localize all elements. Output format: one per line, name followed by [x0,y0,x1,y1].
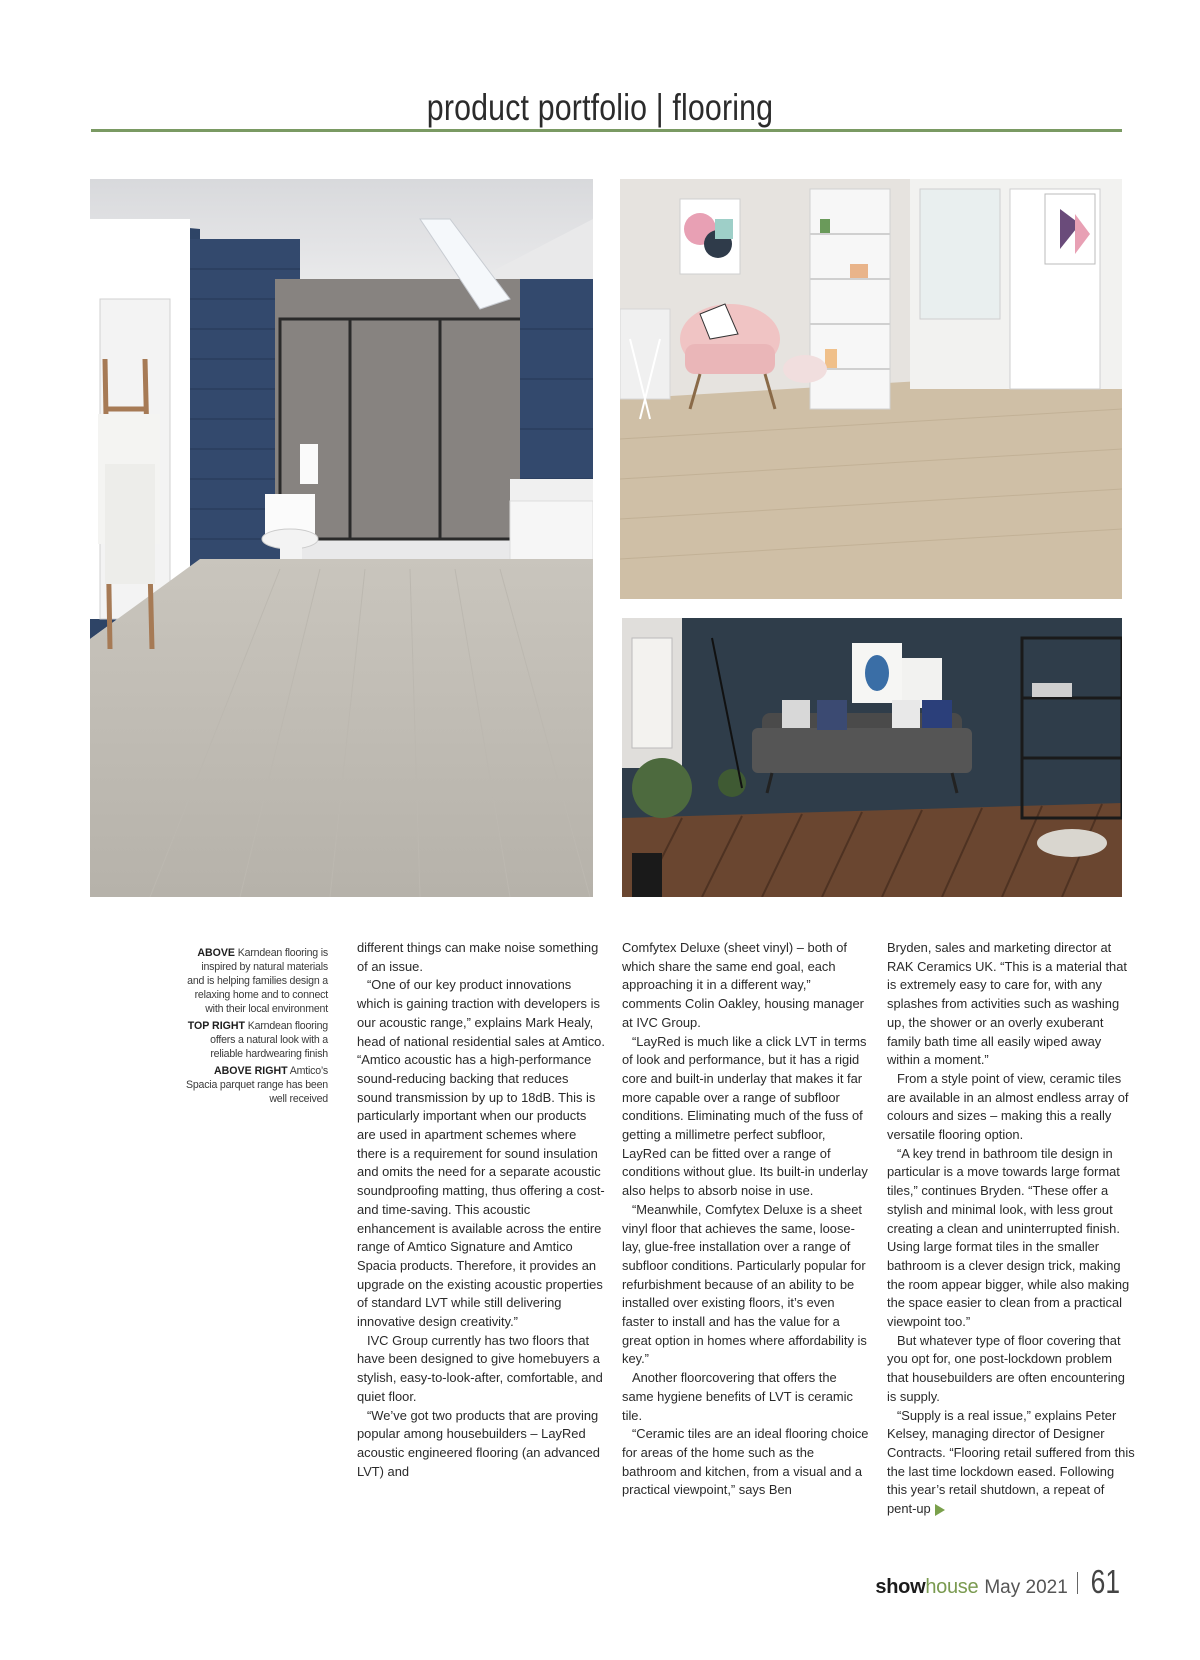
paragraph: But whatever type of floor covering that you opt for, one post-lockdown problem that housebuilders are often encountering is supply. [887,1332,1125,1404]
footer-separator [1077,1572,1079,1594]
paragraph: Comfytex Deluxe (sheet vinyl) – both of which share the same end goal, each approaching it in a different way,” comments Colin Oakley, housing manager at IVC Group. [622,940,864,1030]
page-footer [875,1563,1124,1603]
caption-above: ABOVE Karndean flooring is inspired by natural materials and is helping families design a relaxing home and to connect with their local environment [187,947,328,1015]
paragraph: “LayRed is much like a click LVT in terms of look and performance, but it has a rigid core and built-in underlay that makes it far more capable over a range of subfloor conditions. Eliminating much of the fuss of getting a millimetre perfect subfloor, LayRed can be fitted over a range of conditions without glue. Its built-in underlay also helps to absorb noise in use. [622,1033,868,1199]
paragraph: “Ceramic tiles are an ideal flooring choice for areas of the home such as the bathroom and kitchen, from a visual and a practical viewpoint,” says Ben [622,1426,869,1498]
photo-captions [182,946,328,1109]
paragraph: Bryden, sales and marketing director at RAK Ceramics UK. “This is a material that is extremely easy to care for, with any splashes from activities such as washing up, the shower or an overly exuberant family bath time all easily wiped away within a moment.” [887,940,1127,1068]
article-column-1 [357,939,605,1481]
caption-top-right: TOP RIGHT Karndean flooring offers a natural look with a reliable hardwearing finish [187,1020,328,1060]
paragraph: “One of our key product innovations which is gaining traction with developers is our acoustic range,” explains Mark Healy, head of national residential sales at Amtico. “Amtico acoustic has a high-performance sound-reducing backing that reduces sound transmission by up to 18dB. This is particularly important when our products are used in apartment schemes where there is a requirement for sound insulation and omits the need for a separate acoustic soundproofing matting, thus offering a cost- and time-saving. This acoustic enhancement is available across the entire range of Amtico Signature and Amtico Spacia products. Therefore, it provides an upgrade on the existing acoustic properties of standard LVT while still delivering innovative design creativity.” [357,977,605,1330]
paragraph: different things can make noise something of an issue. [357,940,599,974]
pink-chair-room-photo [620,179,1122,599]
paragraph: “A key trend in bathroom tile design in particular is a move towards large format tiles,” continues Bryden. “These offer a stylish and minimal look, with less grout creating a clean and uninterrupted finish. Using large format tiles in the smaller bathroom is a clever design trick, making the room appear bigger, while also making the space easier to clean from a practical viewpoint too.” [887,1145,1130,1330]
page-title: product portfolio | flooring [426,87,774,128]
paragraph: “We’ve got two products that are proving popular among housebuilders – LayRed acoustic engineered flooring (an advanced LVT) and [357,1407,600,1479]
paragraph-last: “Supply is a real issue,” explains Peter Kelsey, managing director of Designer Contracts. “Flooring retail suffered from this the last time lockdown eased. Following this year’s retail shutdown, a repeat of pent-up [887,1407,1135,1517]
article-column-3 [887,939,1135,1519]
issue-date: May 2021 [984,1577,1068,1598]
page-number: 61 [1090,1563,1121,1600]
paragraph: From a style point of view, ceramic tiles are available in an almost endless array of colours and sizes – making this a really versatile flooring option. [887,1070,1129,1143]
magazine-logo: showhouse [875,1576,979,1598]
article-column-2 [622,939,870,1500]
paragraph: “Meanwhile, Comfytex Deluxe is a sheet vinyl floor that achieves the same, loose-lay, glue-free installation over a range of subfloor conditions. Particularly popular for refurbishment because of an ability to be installed over existing floors, it’s even faster to install and has the value for a great option in homes where affordability is key.” [622,1201,867,1367]
header-divider [91,129,1122,132]
living-room-photo [622,618,1122,897]
paragraph: IVC Group currently has two floors that have been designed to give homebuyers a stylish, easy-to-look-after, comfortable, and quiet floor. [357,1332,603,1404]
continue-arrow-icon [935,1504,945,1516]
bathroom-photo [90,179,593,897]
caption-above-right: ABOVE RIGHT Amtico’s Spacia parquet range has been well received [185,1065,328,1105]
paragraph: Another floorcovering that offers the same hygiene benefits of LVT is ceramic tile. [622,1370,853,1423]
